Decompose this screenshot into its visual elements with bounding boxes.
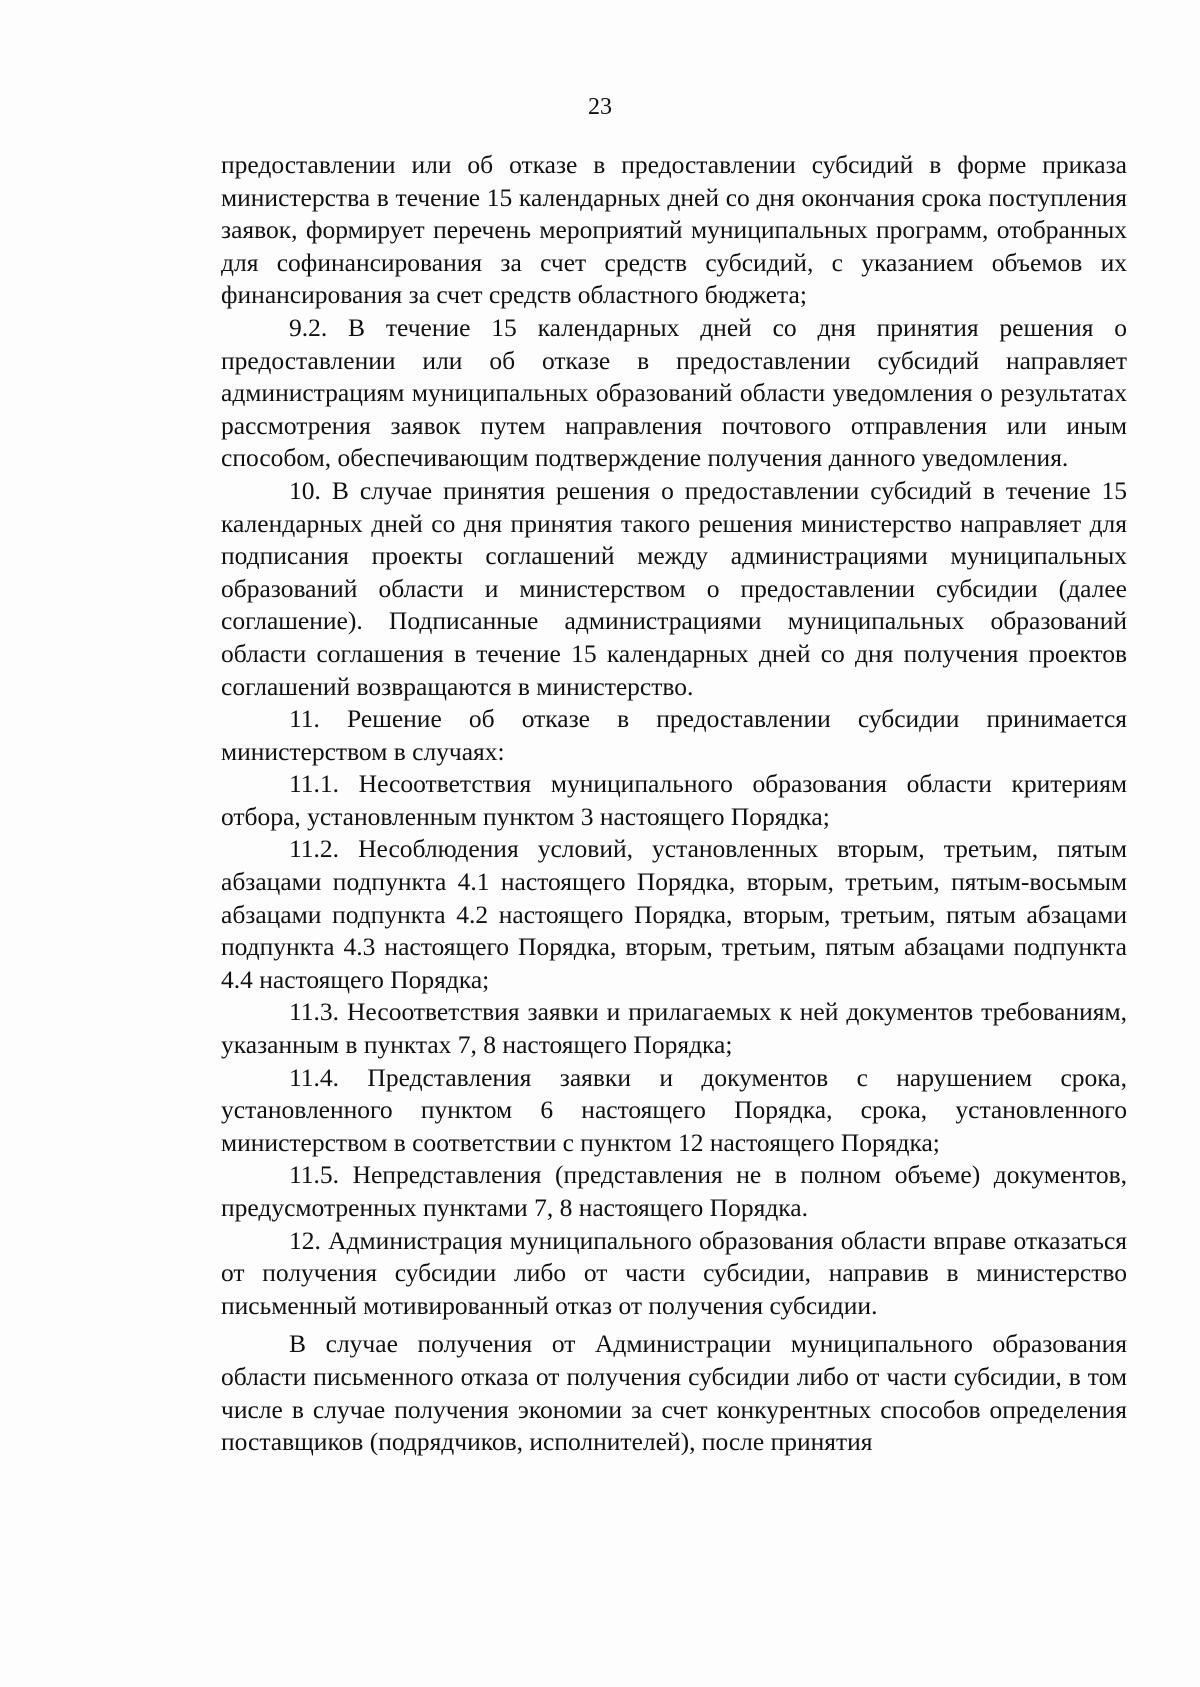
paragraph-11: 11. Решение об отказе в предоставлении субсидии принимается министерством в случаях: <box>221 704 1127 766</box>
page-number: 23 <box>588 94 612 120</box>
paragraph-11-2: 11.2. Несоблюдения условий, установленных вторым, третьим, пятым абзацами подпункта 4.1 настоящего Порядка, вторым, третьим, пятым-восьмым абзацами подпункта 4.2 настоящего Порядка, вторым, третьим, пятым абзацами подпункта 4.3 настоящего Порядка, вторым, третьим, пятым абзацами подпункта 4.4 настоящего Порядка; <box>221 834 1127 994</box>
paragraph-11-5: 11.5. Непредставления (представления не в полном объеме) документов, предусмотренных пунктами 7, 8 настоящего Порядка. <box>221 1160 1127 1222</box>
paragraph-11-3: 11.3. Несоответствия заявки и прилагаемых к ней документов требованиям, указанным в пунктах 7, 8 настоящего Порядка; <box>221 997 1127 1060</box>
paragraph-11-1: 11.1. Несоответствия муниципального образования области критериям отбора, установленным пунктом 3 настоящего Порядка; <box>221 769 1127 831</box>
paragraph-11-4: 11.4. Представления заявки и документов с нарушением срока, установленного пунктом 6 настоящего Порядка, срока, установленного министерством в соответствии с пунктом 12 настоящего Порядка; <box>221 1062 1127 1157</box>
paragraph-12: 12. Администрация муниципального образования области вправе отказаться от получения субсидии либо от части субсидии, направив в министерство письменный мотивированный отказ от получения субсидии. <box>221 1225 1127 1320</box>
paragraph-continuation: предоставлении или об отказе в предоставлении субсидий в форме приказа министерства в течение 15 календарных дней со дня окончания срока поступления заявок, формирует перечень мероприятий муниципальных программ, отобранных для софинансирования за счет средств субсидий, с указанием объемов их финансирования за счет средств областного бюджета; <box>221 150 1127 310</box>
body-text <box>221 149 1127 1459</box>
paragraph-9-2: 9.2. В течение 15 календарных дней со дня принятия решения о предоставлении или об отказе в предоставлении субсидий направляет администрациям муниципальных образований области уведомления о результатах рассмотрения заявок путем направления почтового отправления или иным способом, обеспечивающим подтверждение получения данного уведомления. <box>221 312 1127 473</box>
paragraph-12-continuation: В случае получения от Администрации муниципального образования области письменного отказа от получения субсидии либо от части субсидии, в том числе в случае получения экономии за счет конкурентных способов определения поставщиков (подрядчиков, исполнителей), после принятия <box>221 1329 1127 1457</box>
paragraph-10: 10. В случае принятия решения о предоставлении субсидий в течение 15 календарных дней со дня принятия такого решения министерство направляет для подписания проекты соглашений между администрациями муниципальных образований области и министерством о предоставлении субсидии (далее соглашение). Подписанные администрациями муниципальных образований области соглашения в течение 15 календарных дней со дня получения проектов соглашений возвращаются в министерство. <box>221 475 1127 701</box>
